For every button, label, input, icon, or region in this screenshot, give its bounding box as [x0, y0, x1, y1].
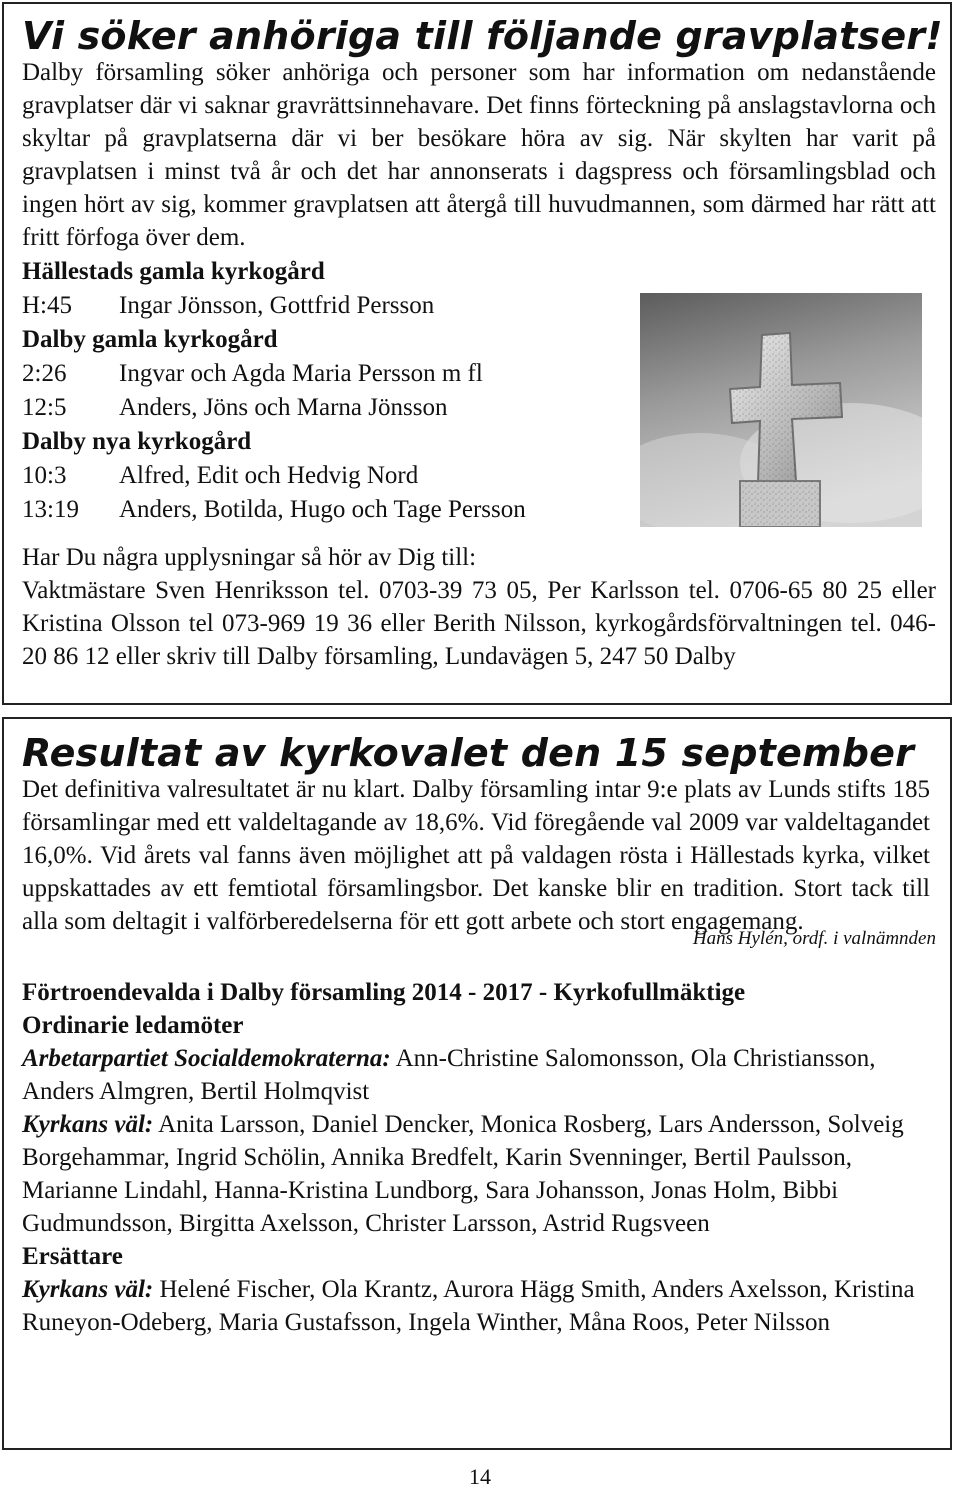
election-results-box [2, 717, 952, 1450]
election-body: Det definitiva valresultatet är nu klart. Dalby församling intar 9:e plats av Lunds stifts 185 församlingar med ett valdeltagande av 18,6%. Vid föregående val 2009 var valdeltagandet 16,0%. Vid årets val fanns även möjlighet att på valdagen rösta i Hällestads kyrka, vilket uppskattades av ett femtiotal församlingsbor. Det kanske blir en tradition. Stort tack till alla som deltagit i valförberedelserna för ett gott arbete och stort engagemang. [22, 776, 930, 935]
council-section [22, 976, 936, 1339]
party-members: Ann-Christine Salomonsson, Ola Christiansson, Anders Almgren, Bertil Holmqvist [22, 1045, 876, 1105]
page-number: 14 [469, 1464, 491, 1489]
stone-cross-photo [640, 293, 922, 527]
grave-names: Anders, Jöns och Marna Jönsson [119, 394, 448, 421]
grave-names: Anders, Botilda, Hugo och Tage Persson [119, 496, 526, 523]
party-entry [22, 1273, 936, 1339]
party-name: Kyrkans väl: [22, 1276, 154, 1303]
cemetery-name: Dalby nya kyrkogård [22, 428, 252, 455]
grave-names: Alfred, Edit och Hedvig Nord [119, 462, 419, 489]
party-members: Helené Fischer, Ola Krantz, Aurora Hägg Smith, Anders Axelsson, Kristina Runeyon-Odeberg, Maria Gustafsson, Ingela Winther, Måna Roos, Peter Nilsson [22, 1276, 915, 1336]
grave-names: Ingar Jönsson, Gottfrid Persson [119, 292, 435, 319]
grave-names: Ingvar och Agda Maria Persson m fl [119, 360, 483, 387]
election-credit: Hans Hylén, ordf. i valnämnden [692, 928, 936, 949]
party-entry [22, 1108, 936, 1240]
cemetery-name: Dalby gamla kyrkogård [22, 326, 278, 353]
grave-id: 12:5 [22, 394, 67, 421]
substitutes-label: Ersättare [22, 1243, 123, 1270]
party-name: Kyrkans väl: [22, 1111, 154, 1138]
ordinary-label: Ordinarie ledamöter [22, 1012, 244, 1039]
grave-notice-intro: Dalby församling söker anhöriga och personer som har information om nedanstående gravplatser där vi saknar gravrättsinnehavare. Det finns förteckning på anslagstavlorna och skyltar på gravplatserna där vi ber besökare höra av sig. När skylten har varit på gravplatsen i minst två år och det har annonserats i dagspress och församlingsblad och ingen hört av sig, kommer gravplatsen att återgå till huvudmannen, som därmed har rätt att fritt förfoga över dem. [22, 59, 936, 251]
grave-id: 2:26 [22, 360, 67, 387]
party-entry [22, 1042, 936, 1108]
contact-lead: Har Du några upplysningar så hör av Dig till: [22, 544, 477, 571]
party-name: Arbetarpartiet Socialdemokraterna: [22, 1045, 391, 1072]
grave-notice-heading: Vi söker anhöriga till följande gravplatser! [22, 14, 943, 58]
grave-id: H:45 [22, 292, 72, 319]
party-members: Anita Larsson, Daniel Dencker, Monica Rosberg, Lars Andersson, Solveig Borgehammar, Ingrid Schölin, Annika Bredfelt, Karin Svenninger, Bertil Paulsson, Marianne Lindahl, Hanna-Kristina Lundborg, Sara Johansson, Jonas Holm, Bibbi Gudmundsson, Birgitta Axelsson, Christer Larsson, Astrid Rugsveen [22, 1111, 904, 1237]
grave-id: 13:19 [22, 496, 79, 523]
grave-id: 10:3 [22, 462, 67, 489]
cemetery-name: Hällestads gamla kyrkogård [22, 258, 325, 285]
council-title: Förtroendevalda i Dalby församling 2014 - 2017 - Kyrkofullmäktige [22, 979, 746, 1006]
election-heading: Resultat av kyrkovalet den 15 september [22, 731, 915, 775]
grave-notice-box [2, 2, 952, 705]
contact-text: Vaktmästare Sven Henriksson tel. 0703-39 73 05, Per Karlsson tel. 0706-65 80 25 eller Kristina Olsson tel 073-969 19 36 eller Berith Nilsson, kyrkogårdsförvaltningen tel. 046-20 86 12 eller skriv till Dalby församling, Lundavägen 5, 247 50 Dalby [22, 577, 936, 670]
